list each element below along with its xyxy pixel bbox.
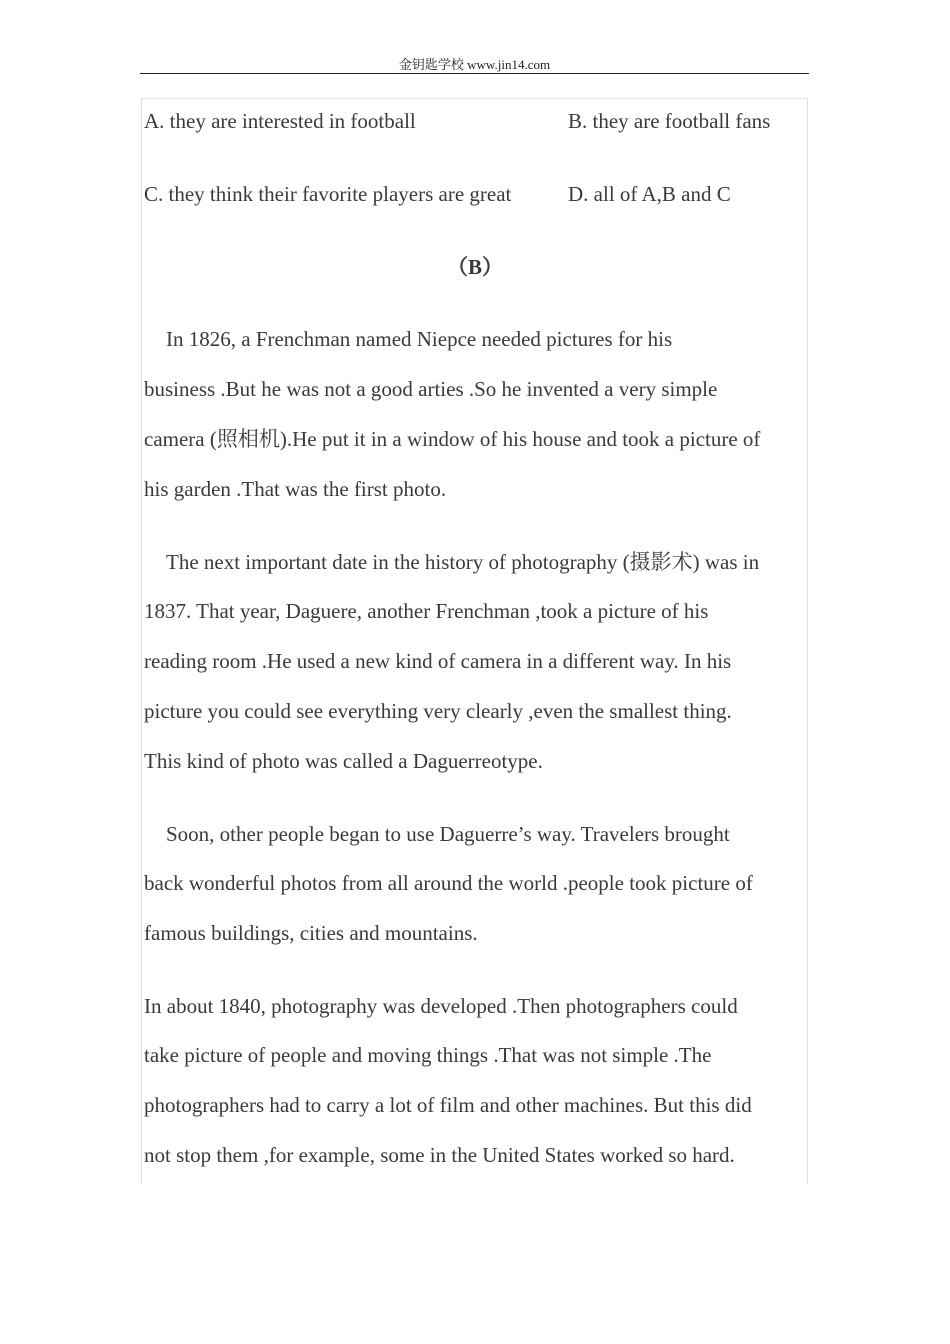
paragraph-line: Soon, other people began to use Daguerre’s way. Travelers brought — [166, 822, 730, 846]
paragraph-line: picture you could see everything very clearly ,even the smallest thing. — [144, 699, 732, 723]
paragraph-line: camera (照相机).He put it in a window of his house and took a picture of — [144, 427, 761, 451]
paragraph-line: not stop them ,for example, some in the United States worked so hard. — [144, 1143, 735, 1167]
option-d: D. all of A,B and C — [568, 182, 731, 206]
paragraph-line: In 1826, a Frenchman named Niepce needed pictures for his — [166, 327, 673, 351]
option-a: A. they are interested in football — [144, 109, 416, 133]
header-text: 金钥匙学校 www.jin14.com — [398, 57, 551, 72]
paragraph-line: back wonderful photos from all around the world .people took picture of — [144, 871, 753, 895]
paragraph-line: photographers had to carry a lot of film and other machines. But this did — [144, 1093, 752, 1117]
paragraph-line: This kind of photo was called a Daguerreotype. — [144, 749, 543, 773]
option-b: B. they are football fans — [568, 109, 771, 133]
paragraph-line: his garden .That was the first photo. — [144, 477, 447, 501]
paragraph-line: In about 1840, photography was developed .Then photographers could — [144, 994, 738, 1018]
paragraph-line: business .But he was not a good arties .So he invented a very simple — [144, 377, 718, 401]
paragraph-line: 1837. That year, Daguere, another Frenchman ,took a picture of his — [144, 599, 709, 623]
paragraph-line: famous buildings, cities and mountains. — [144, 921, 478, 945]
paragraph-line: take picture of people and moving things .That was not simple .The — [144, 1043, 712, 1067]
option-c: C. they think their favorite players are great — [144, 182, 512, 206]
paragraph-line: The next important date in the history of photography (摄影术) was in — [166, 550, 760, 574]
paragraph-line: reading room .He used a new kind of camera in a different way. In his — [144, 649, 732, 673]
page-header — [140, 55, 809, 74]
section-title: （B） — [446, 255, 503, 279]
